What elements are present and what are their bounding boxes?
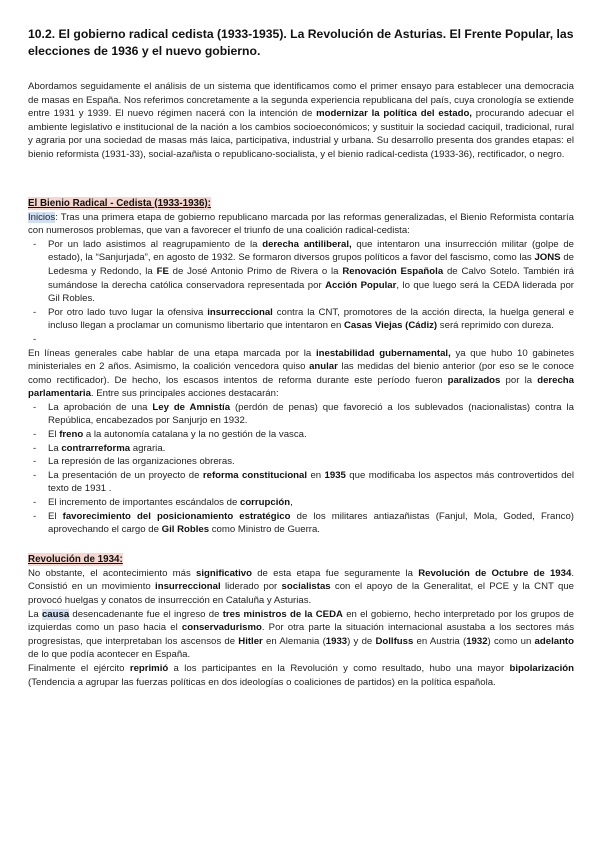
document-page (28, 26, 574, 689)
highlighted-word: causa (41, 608, 70, 620)
bienio-intro-paragraph (28, 211, 574, 238)
revolucion-paragraph-2: La causa desencadenante fue el ingreso de tres ministros de la CEDA en el gobierno, hecho interpretado por los grupos de izquierdas como un paso hacia el conservadurismo. Por otra parte la situación internacional asustaba a los sectores más progresistas, que interpretaban los ascensos de Hitler en Alemania (1933) y de Dollfuss en Austria (1932) como un adelanto de lo que podía acontecer en España. (28, 608, 575, 661)
list-item: - Por otro lado tuvo lugar la ofensiva insurreccional contra la CNT, promotores de la acción directa, la huelga general e incluso llegan a proclamar un comunismo libertario que intentaron en Casas Viejas (Cádiz) será reprimido con dureza. (28, 306, 574, 333)
empty-dash-line: - (33, 333, 37, 345)
bienio-actions-list (28, 401, 574, 537)
highlighted-word: Inicios (28, 211, 56, 223)
list-item: - Por un lado asistimos al reagrupamiento de la derecha antiliberal, que intentaron una insurrección militar (golpe de estado), la “Sanjurjada”, en agosto de 1932. Se formaron diversos grupos políticos a favor del fascismo, como las JONS de Ledesma y Redondo, la FE de José Antonio Primo de Rivera o la Renovación Española de Calvo Sotelo. También irá sumándose la derecha católica conservadora representada por Acción Popular, lo que luego será la CEDA liderada por Gil Robles. (28, 238, 574, 306)
revolucion-section (28, 549, 574, 689)
text: procurando adecuar el ambiente legislativo e institucional de la nación a los cambios socioeconómicos; y sustituir la sociedad caciquil, tradicional, rural y agraria por una sociedad de masas más laica, participativa, industrial y urbana. Su desarrollo presenta dos grandes etapas: el bienio reformista (1931-33), social-azañista o republicano-socialista, y el bienio radical-cedista (1933-36), rectificador, o negro. (28, 108, 575, 160)
list-item: - La aprobación de una Ley de Amnistía (perdón de penas) que favoreció a los sublevados (nacionalistas) contra la República, encabezados por Sanjurjo en 1932. (28, 401, 574, 428)
document-title: 10.2. El gobierno radical cedista (1933-1935). La Revolución de Asturias. El Frente Popular, las elecciones de 1936 y el nuevo gobierno. (28, 27, 574, 58)
bienio-overview-paragraph: En líneas generales cabe hablar de una etapa marcada por la inestabilidad gubernamental, ya que hubo 10 gabinetes ministeriales en 2 años. Asimismo, la coalición vencedora quiso anular las medidas del bienio anterior (por eso se le conoce como rectificador). De hecho, los escasos intentos de reforma durante este período fueron paralizados por la derecha parlamentaria. Entre sus principales acciones destacarán: (28, 347, 574, 400)
text: : Tras una primera etapa de gobierno republicano marcada por las reformas generalizadas, el Bienio Reformista contaría con numerosos problemas, que van a favorecer el triunfo de una coalición radical-cedista: (28, 211, 574, 237)
list-item: - La contrarreforma agraria. (28, 442, 574, 456)
list-item: - La presentación de un proyecto de reforma constitucional en 1935 que modificaba los aspectos más controvertidos del texto de 1931 . (28, 469, 574, 496)
list-item: - El favorecimiento del posicionamiento estratégico de los militares antiazañistas (Fanjul, Mola, Goded, Franco) aprovechando el cargo de Gil Robles como Ministro de Guerra. (28, 510, 574, 537)
revolucion-paragraph-1: No obstante, el acontecimiento más significativo de esta etapa fue seguramente la Revolución de Octubre de 1934. Consistió en un movimiento insurreccional liderado por socialistas con el apoyo de la Generalitat, el PCE y la CNT que provocó huelgas y conatos de insurrección en Cataluña y Asturias. (28, 567, 575, 606)
text: Abordamos seguidamente el análisis de un sistema que identificamos como el primer ensayo para establecer una democracia de masas en España. Nos referimos concretamente a la segunda experiencia republicana del país, cuya cronología se extiende entre 1931 y 1939. El nuevo régimen nacerá con la intención de (28, 81, 574, 120)
bienio-causes-list (28, 238, 574, 333)
list-item: - La represión de las organizaciones obreras. (28, 455, 574, 469)
intro-paragraph (28, 80, 574, 162)
revolucion-heading: Revolución de 1934: (28, 553, 123, 565)
bold-text: modernizar la política del estado, (316, 108, 472, 120)
revolucion-paragraph-3: Finalmente el ejército reprimió a los participantes en la Revolución y como resultado, hubo una mayor bipolarización (Tendencia a agrupar las fuerzas políticas en dos ideologías o coaliciones de partidos) en la política española. (28, 662, 574, 688)
bienio-heading: El Bienio Radical - Cedista (1933-1936): (28, 197, 211, 209)
bienio-section (28, 193, 574, 537)
list-item: - El freno a la autonomía catalana y la no gestión de la vasca. (28, 428, 574, 442)
list-item: - El incremento de importantes escándalos de corrupción, (28, 496, 574, 510)
